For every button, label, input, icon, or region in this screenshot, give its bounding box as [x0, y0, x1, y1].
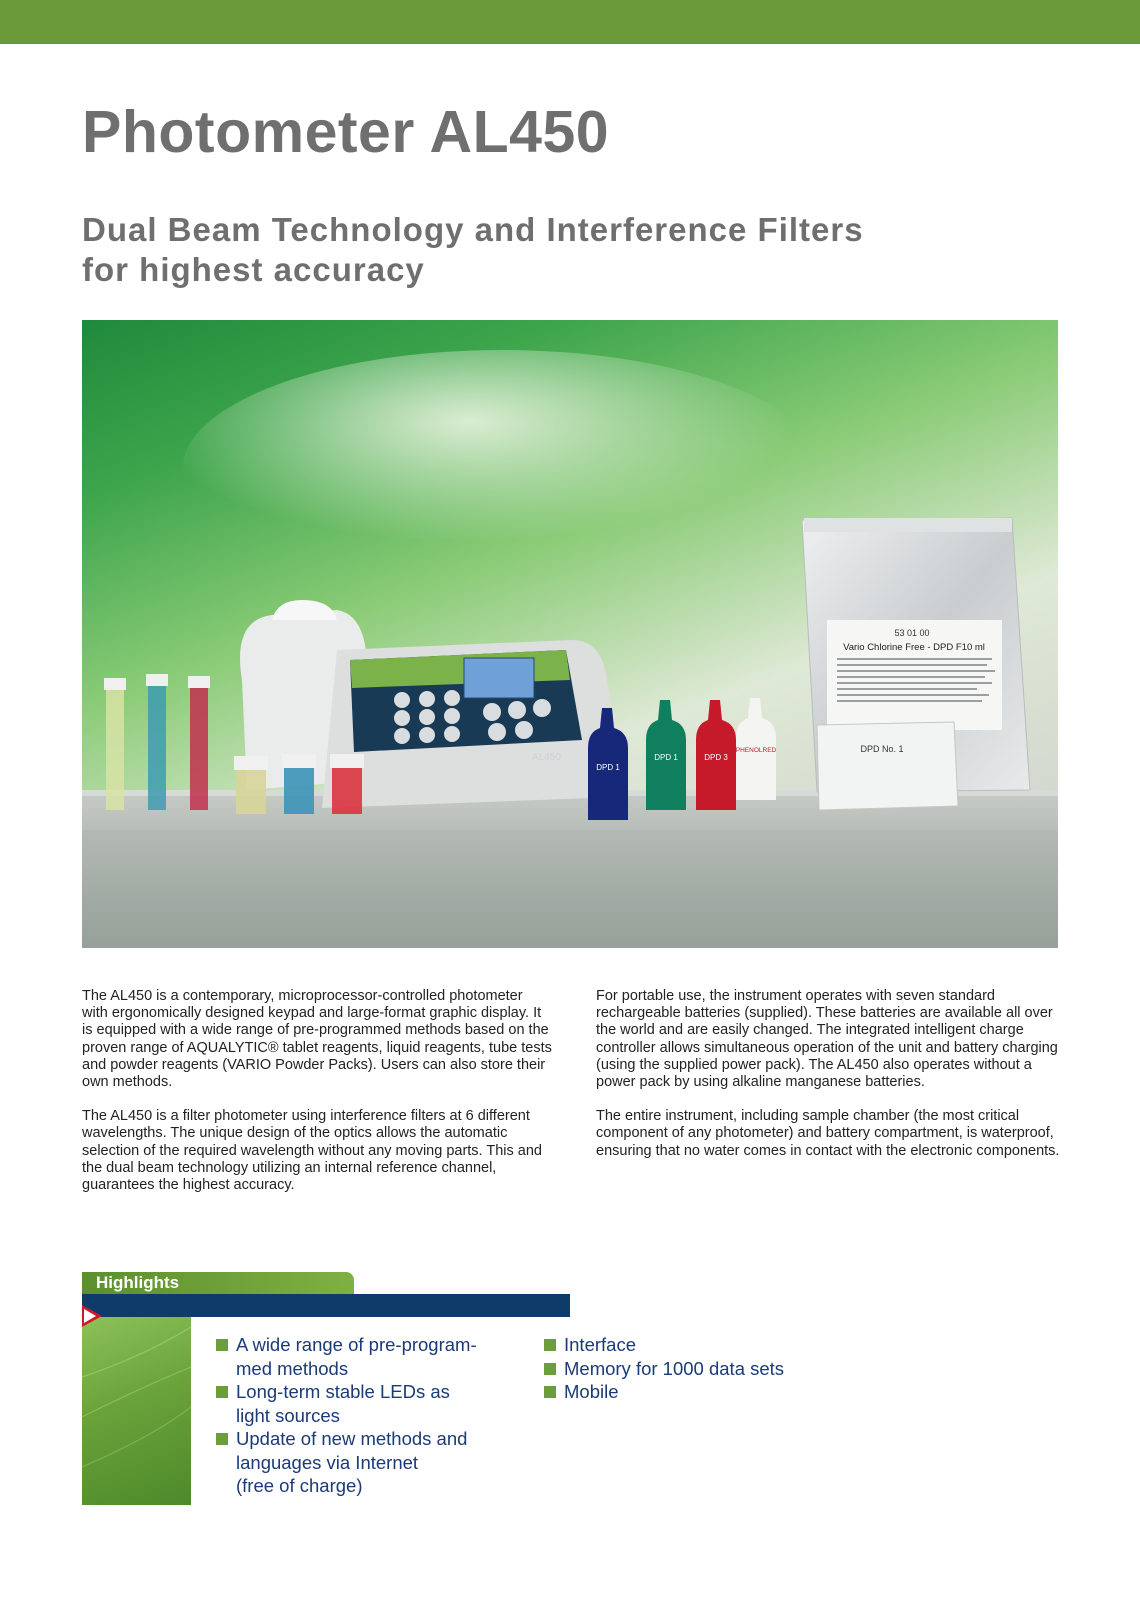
page-subtitle — [82, 210, 864, 290]
bullet-square-icon — [544, 1339, 556, 1351]
bottle-label-2: DPD 1 — [654, 753, 678, 762]
page-title: Photometer AL450 — [82, 99, 610, 165]
body-column-left — [82, 988, 552, 1211]
bag-seal — [804, 518, 1012, 532]
body-right-paragraph-1: For portable use, the instrument operates with seven standard rechargeable batteries (supplied). These batteries are available all over the world and are easily changed. The integrated intelligent charge controller allows simultaneous operation of the unit and battery charging (using the supplied power pack). The AL450 also operates without a power pack by using alkaline manganese batteries. — [596, 988, 1058, 1091]
highlight-item: A wide range of pre-program- med methods — [216, 1333, 516, 1380]
body-left-paragraph-1: The AL450 is a contemporary, microprocessor-controlled photometer with ergonomically designed keypad and large-format graphic display. It is equipped with a wide range of pre-programmed methods based on the proven range of AQUALYTIC® tablet reagents, liquid reagents, tube tests and powder reagents (VARIO Powder Packs). Users can also store their own methods. — [82, 988, 552, 1091]
bottle-label-3: DPD 3 — [704, 753, 728, 762]
test-tubes — [104, 674, 210, 810]
highlight-item: Long-term stable LEDs as light sources — [216, 1380, 516, 1427]
cuvette-vials — [234, 754, 364, 814]
bullet-square-icon — [544, 1386, 556, 1398]
bottle-label-4: PHENOLRED — [735, 747, 777, 754]
body-column-right — [596, 988, 1066, 1177]
bullet-square-icon — [216, 1433, 228, 1445]
highlight-item: Update of new methods and languages via Internet (free of charge) — [216, 1427, 516, 1498]
product-photo — [82, 320, 1058, 948]
bag-label-code: 53 01 00 — [894, 628, 930, 638]
bullet-square-icon — [216, 1386, 228, 1398]
highlight-item: Interface — [544, 1333, 874, 1357]
highlights-tab: Highlights — [82, 1272, 354, 1294]
highlights-list-right — [544, 1333, 874, 1404]
subtitle-line-1: Dual Beam Technology and Interference Filters — [82, 211, 864, 248]
top-green-bar — [0, 0, 1140, 44]
highlights-list-left — [216, 1333, 516, 1498]
subtitle-line-2: for highest accuracy — [82, 251, 425, 288]
bullet-square-icon — [216, 1339, 228, 1351]
highlight-item: Mobile — [544, 1380, 874, 1404]
body-right-paragraph-2: The entire instrument, including sample chamber (the most critical component of any photometer) and battery compartment, is waterproof, ensuring that no water comes in contact with the electronic components. — [596, 1108, 1060, 1159]
bottle-label-1: DPD 1 — [596, 763, 620, 772]
bullet-square-icon — [544, 1363, 556, 1375]
highlight-item: Memory for 1000 data sets — [544, 1357, 874, 1381]
bag-label-name: Vario Chlorine Free - DPD F10 ml — [843, 642, 985, 653]
reagent-box-label: DPD No. 1 — [860, 744, 904, 754]
highlights-green-panel — [82, 1317, 191, 1505]
device-model-label: AL450 — [532, 752, 561, 763]
highlights-arrow-inner — [84, 1309, 96, 1323]
body-left-paragraph-2: The AL450 is a filter photometer using interference filters at 6 different wavelengths. The unique design of the optics allows the automatic selection of the required wavelength without any moving parts. This and the dual beam technology utilizing an internal reference channel, guarantees the highest accuracy. — [82, 1108, 542, 1194]
device-display — [464, 658, 534, 698]
highlights-navy-bar — [82, 1294, 570, 1317]
reagent-box — [817, 722, 958, 810]
product-photo-illustration — [82, 320, 1058, 948]
